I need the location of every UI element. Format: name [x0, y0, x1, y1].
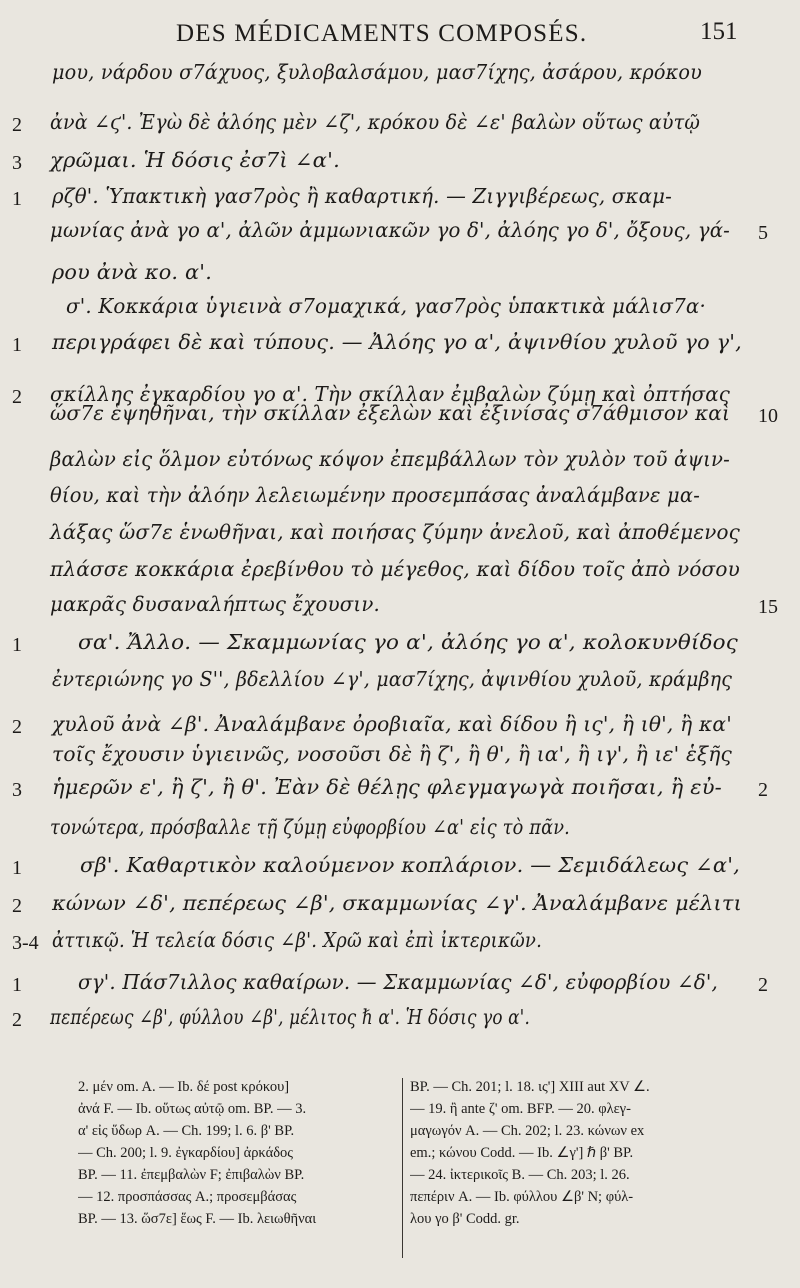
- left-margin-number: 1: [12, 857, 22, 879]
- greek-text: μωνίας ἀνὰ γο α', ἀλῶν ἀμμωνιακῶν γο δ', ἀλόης γο δ', ὄξους, γά-: [50, 218, 731, 242]
- greek-text: ἀνὰ ∠ϛ'. Ἐγὼ δὲ ἀλόης μὲν ∠ζ', κρόκου δὲ ∠ε' βαλὼν οὕτως αὐτῷ: [50, 110, 701, 134]
- footnote-line: — 24. ἰκτερικοῖς B. — Ch. 203; l. 26.: [410, 1167, 630, 1183]
- text-line: [0, 712, 800, 746]
- left-margin-number: 1: [12, 634, 22, 656]
- left-margin-number: 2: [12, 895, 22, 917]
- footnote-line: — 19. ἢ ante ζ' om. BFP. — 20. φλεγ-: [410, 1101, 631, 1117]
- right-margin-number: 10: [758, 405, 778, 427]
- text-line: [0, 970, 800, 1004]
- footnotes: [0, 1076, 800, 1276]
- footnote-line: — 12. προσπάσσας A.; προσεμβάσας: [78, 1189, 297, 1205]
- text-line: [0, 148, 800, 182]
- left-margin-number: 1: [12, 188, 22, 210]
- footnote-line: 2. μέν om. A. — Ib. δέ post κρόκου]: [78, 1079, 290, 1095]
- text-line: [0, 775, 800, 809]
- footnote-line: em.; κώνου Codd. — Ib. ∠γ'] ℏ β' BP.: [410, 1145, 634, 1161]
- text-line: [0, 815, 800, 849]
- left-margin-number: 2: [12, 114, 22, 136]
- footnote-line: λου γο β' Codd. gr.: [410, 1211, 520, 1227]
- greek-text: ρου ἀνὰ κο. α'.: [52, 260, 213, 284]
- greek-text: σγ'. Πάσ7ιλλος καθαίρων. — Σκαμμωνίας ∠δ', εὐφορβίου ∠δ',: [78, 970, 718, 994]
- right-margin-number: 2: [758, 974, 768, 996]
- left-margin-number: 1: [12, 974, 22, 996]
- footnote-line: α' εἰς ὕδωρ A. — Ch. 199; l. 6. β' BP.: [78, 1123, 295, 1139]
- greek-text: σκίλλης ἐγκαρδίου γο α'. Τὴν σκίλλαν ἐμβαλὼν ζύμῃ καὶ ὀπτήσας: [50, 382, 731, 406]
- right-margin-number: 5: [758, 222, 768, 244]
- text-line: [0, 294, 800, 328]
- text-line: [0, 891, 800, 925]
- greek-text: μακρᾶς δυσαναλήπτως ἔχουσιν.: [50, 592, 380, 616]
- text-line: [0, 330, 800, 364]
- footnotes-right-column: [410, 1076, 770, 1230]
- text-line: [0, 60, 800, 94]
- footnote-line: πεπέριν A. — Ib. φύλλου ∠β' N; φύλ-: [410, 1189, 634, 1205]
- greek-text: σ'. Κοκκάρια ὑγιεινὰ σ7ομαχικά, γασ7ρὸς ὑπακτικὰ μάλισ7α·: [66, 294, 706, 318]
- right-margin-number: 15: [758, 596, 778, 618]
- footnote-line: BP. — 11. ἐπεμβαλὼν F; ἐπιβαλὼν BP.: [78, 1167, 305, 1183]
- greek-text: τονώτερα, πρόσβαλλε τῇ ζύμῃ εὐφορβίου ∠α' εἰς τὸ πᾶν.: [50, 815, 570, 839]
- greek-text: πεπέρεως ∠β', φύλλου ∠β', μέλιτος ℏ α'. Ἡ δόσις γο α'.: [50, 1005, 530, 1029]
- footnote-line: — Ch. 200; l. 9. ἐγκαρδίου] ἀρκάδος: [78, 1145, 294, 1161]
- left-margin-number: 3: [12, 779, 22, 801]
- left-margin-number: 2: [12, 716, 22, 738]
- greek-text: ἐντεριώνης γο S'', βδελλίου ∠γ', μασ7ίχης, ἀψινθίου χυλοῦ, κράμβης: [52, 667, 733, 691]
- greek-text: σβ'. Καθαρτικὸν καλούμενον κοπλάριον. — Σεμιδάλεως ∠α',: [80, 853, 741, 877]
- left-margin-number: 3-4: [12, 932, 39, 954]
- left-margin-number: 3: [12, 152, 22, 174]
- text-line: [0, 928, 800, 962]
- text-line: [0, 401, 800, 435]
- running-header: [0, 14, 800, 54]
- greek-text: τοῖς ἔχουσιν ὑγιεινῶς, νοσοῦσι δὲ ἢ ζ', ἢ θ', ἢ ια', ἢ ιγ', ἢ ιε' ἑξῆς: [52, 742, 733, 766]
- text-line: [0, 110, 800, 144]
- text-line: [0, 260, 800, 294]
- text-line: [0, 520, 800, 554]
- greek-text: πλάσσε κοκκάρια ἐρεβίνθου τὸ μέγεθος, καὶ δίδου τοῖς ἀπὸ νόσου: [50, 557, 740, 581]
- greek-text: χρῶμαι. Ἡ δόσις ἐσ7ὶ ∠α'.: [50, 148, 340, 172]
- text-line: [0, 184, 800, 218]
- greek-text: σα'. Ἄλλο. — Σκαμμωνίας γο α', ἀλόης γο α', κολοκυνθίδος: [78, 630, 739, 654]
- footnote-line: BP. — 13. ὥσ7ε] ἕως F. — Ib. λειωθῆναι: [78, 1211, 317, 1227]
- greek-text: λάξας ὥσ7ε ἑνωθῆναι, καὶ ποιήσας ζύμην ἀνελοῦ, καὶ ἀποθέμενος: [50, 520, 740, 544]
- left-margin-number: 2: [12, 386, 22, 408]
- footnote-column-divider: [402, 1078, 403, 1258]
- greek-text: περιγράφει δὲ καὶ τύπους. — Ἀλόης γο α', ἀψινθίου χυλοῦ γο γ',: [52, 330, 742, 354]
- text-line: [0, 630, 800, 664]
- text-line: [0, 853, 800, 887]
- text-line: [0, 483, 800, 517]
- page-number: 151: [700, 18, 738, 45]
- footnote-line: ἀνά F. — Ib. οὕτως αὐτῷ om. BP. — 3.: [78, 1101, 307, 1117]
- running-title: DES MÉDICAMENTS COMPOSÉS.: [176, 20, 588, 47]
- text-line: [0, 1005, 800, 1039]
- text-line: [0, 592, 800, 626]
- greek-text: μου, νάρδου σ7άχυος, ξυλοβαλσάμου, μασ7ίχης, ἀσάρου, κρόκου: [52, 60, 703, 84]
- left-margin-number: 1: [12, 334, 22, 356]
- text-line: [0, 667, 800, 701]
- footnotes-left-column: [78, 1076, 396, 1230]
- right-margin-number: 2: [758, 779, 768, 801]
- greek-text: θίου, καὶ τὴν ἀλόην λελειωμένην προσεμπάσας ἀναλάμβανε μα-: [50, 483, 700, 507]
- greek-text: χυλοῦ ἀνὰ ∠β'. Ἀναλάμβανε ὀροβιαῖα, καὶ δίδου ἢ ις', ἢ ιθ', ἢ κα': [52, 712, 732, 736]
- left-margin-number: 2: [12, 1009, 22, 1031]
- greek-text: ὥσ7ε ἑψηθῆναι, τὴν σκίλλαν ἐξελὼν καὶ ἐξινίσας σ7άθμισον καὶ: [50, 401, 730, 425]
- text-line: [0, 557, 800, 591]
- text-line: [0, 742, 800, 776]
- greek-text: κώνων ∠δ', πεπέρεως ∠β', σκαμμωνίας ∠γ'. Ἀναλάμβανε μέλιτι: [52, 891, 743, 915]
- footnote-line: BP. — Ch. 201; l. 18. ις'] XIII aut XV ∠.: [410, 1079, 650, 1095]
- text-line: [0, 218, 800, 252]
- footnote-line: μαγωγόν A. — Ch. 202; l. 23. κώνων ex: [410, 1123, 645, 1139]
- greek-text: ἡμερῶν ε', ἢ ζ', ἢ θ'. Ἐὰν δὲ θέλῃς φλεγμαγωγὰ ποιῆσαι, ἢ εὐ-: [52, 775, 722, 799]
- greek-text: βαλὼν εἰς ὅλμον εὐτόνως κόψον ἐπεμβάλλων τὸν χυλὸν τοῦ ἀψιν-: [50, 447, 731, 471]
- greek-text: ρζθ'. Ὑπακτικὴ γασ7ρὸς ἢ καθαρτική. — Ζιγγιβέρεως, σκαμ-: [52, 184, 672, 208]
- text-line: [0, 447, 800, 481]
- greek-text: ἀττικῷ. Ἡ τελεία δόσις ∠β'. Χρῶ καὶ ἐπὶ ἰκτερικῶν.: [52, 928, 543, 952]
